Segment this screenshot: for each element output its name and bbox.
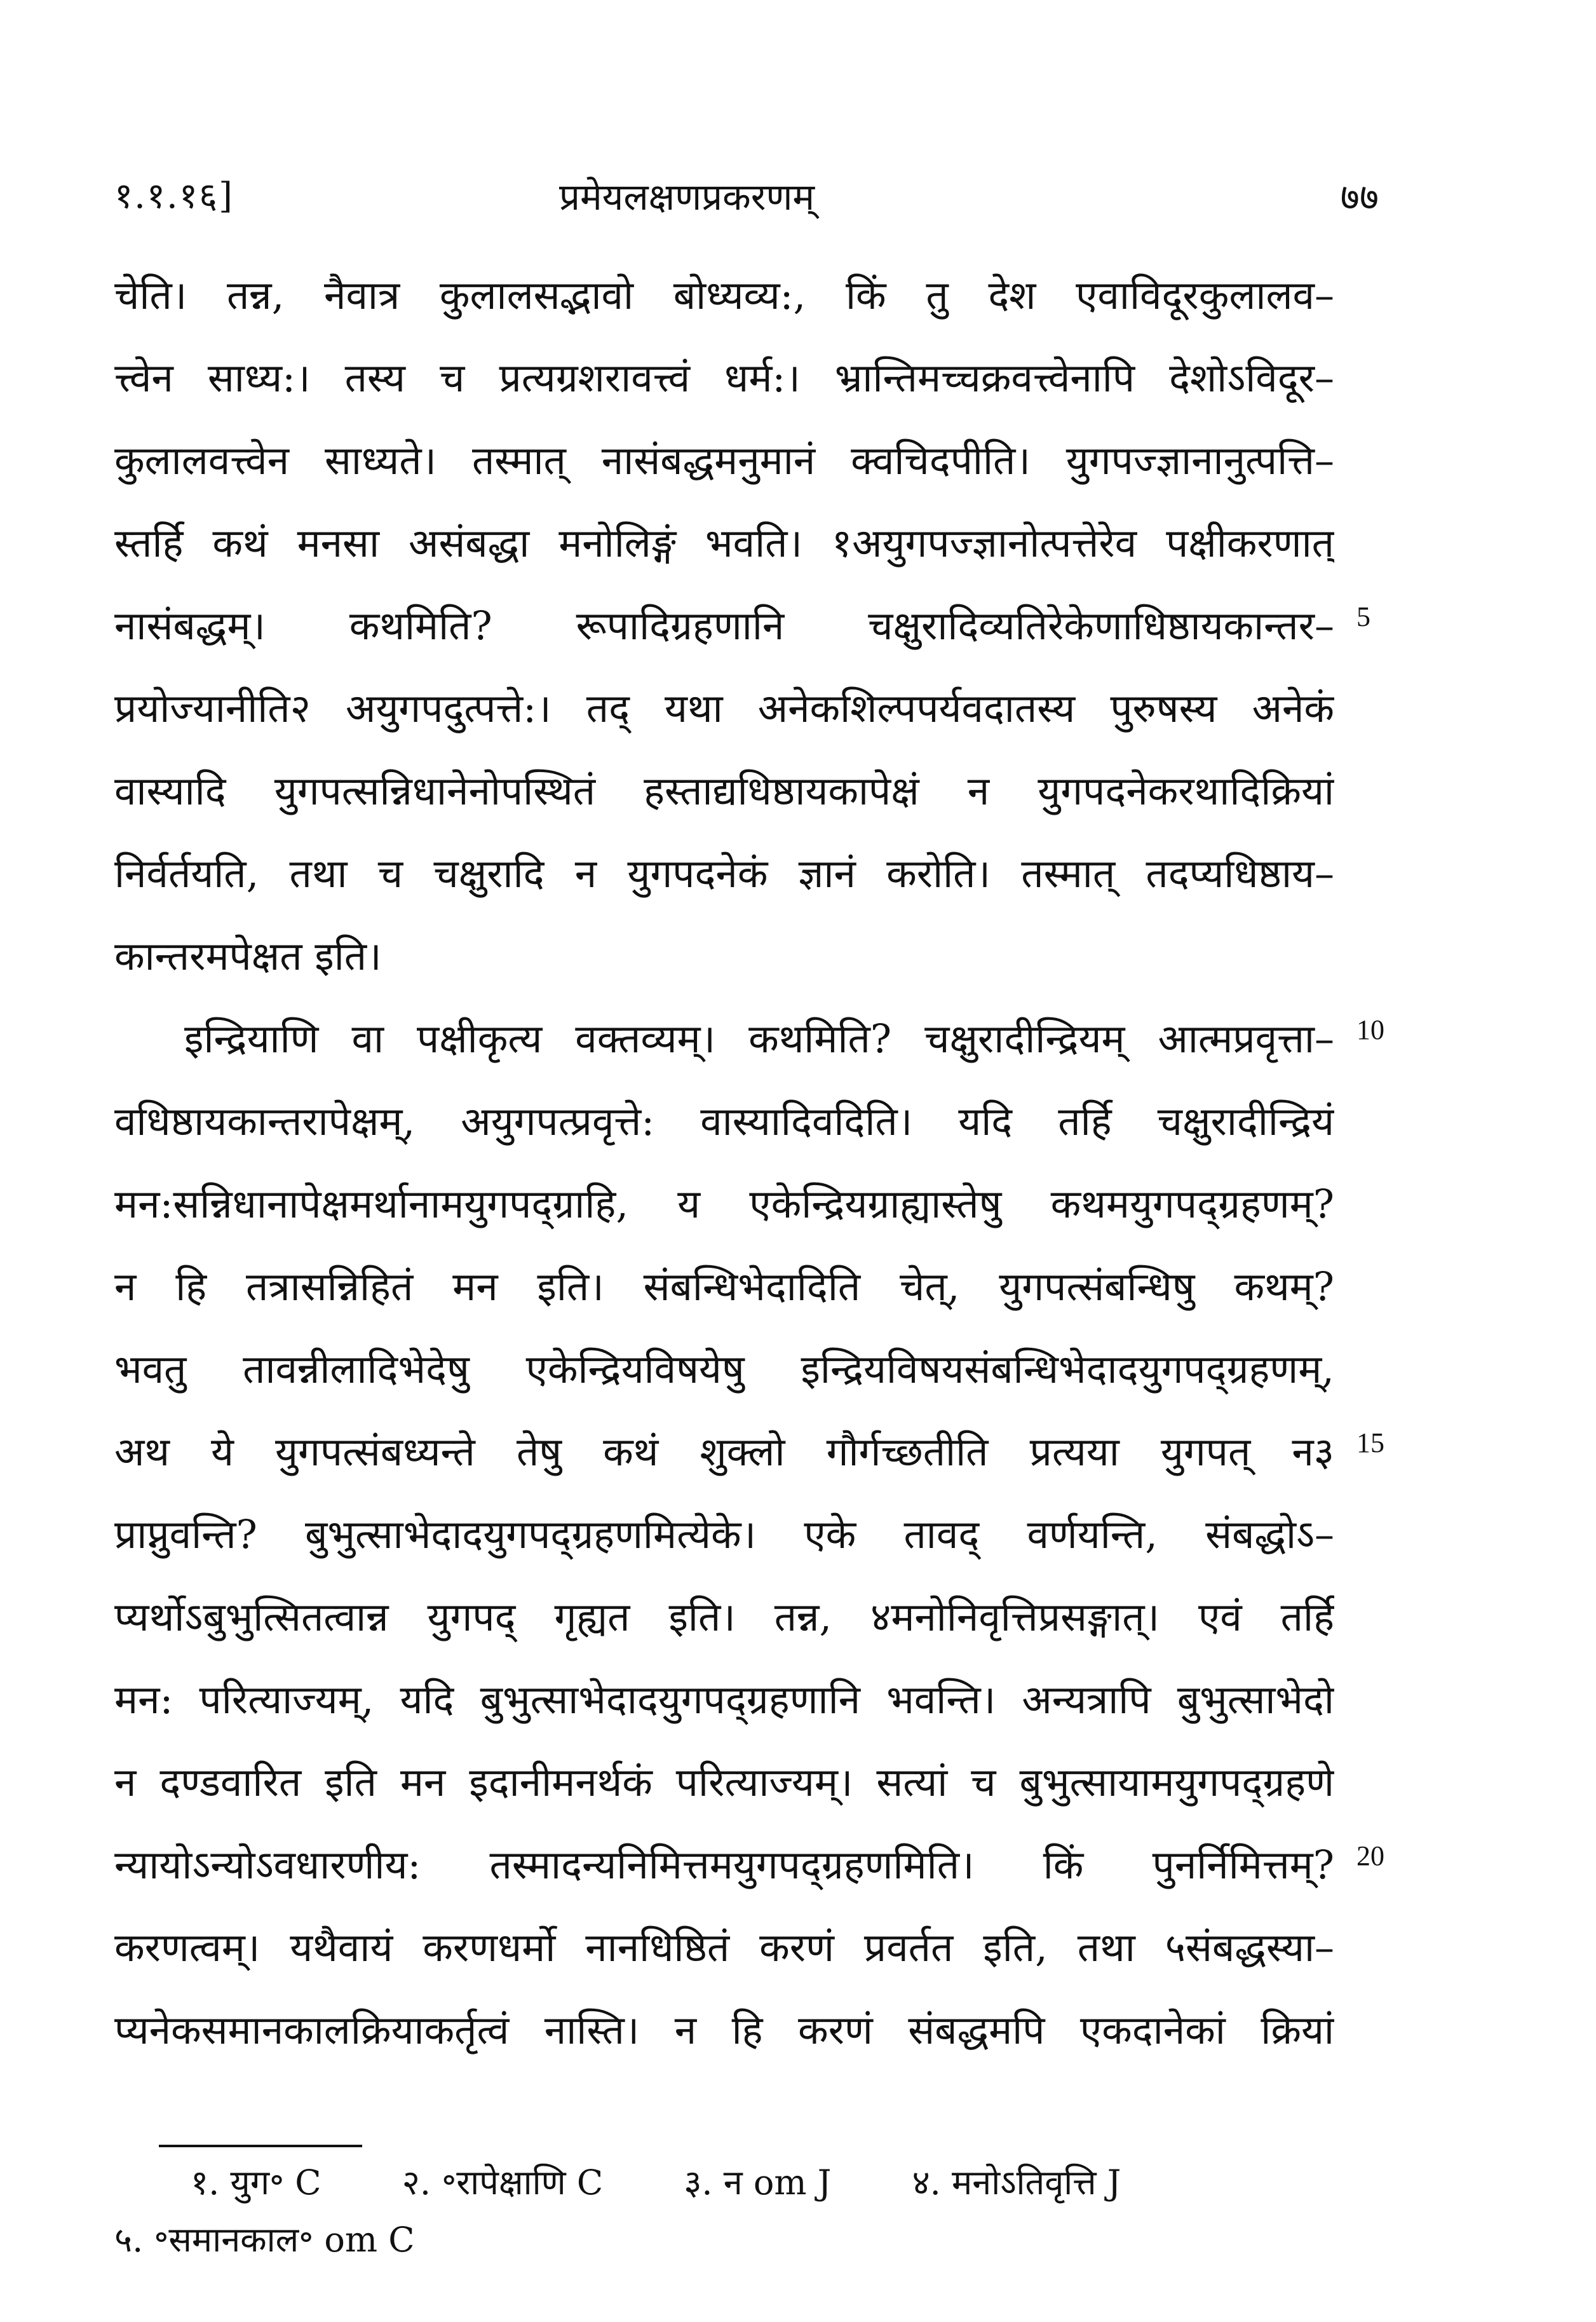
text-line: इन्द्रियाणि वा पक्षीकृत्य वक्तव्यम्। कथमिति? चक्षुरादीन्द्रियम् आत्मप्रवृत्ता– <box>184 1015 1334 1062</box>
text-line: प्यर्थोऽबुभुत्सितत्वान्न युगपद् गृह्यत इति। तन्न, ४मनोनिवृत्तिप्रसङ्गात्। एवं तर्हि <box>114 1594 1334 1640</box>
text-line: कान्तरमपेक्षत इति। <box>114 933 382 979</box>
line-number: 5 <box>1356 601 1370 632</box>
text-line: प्राप्नुवन्ति? बुभुत्साभेदादयुगपद्ग्रहणमित्येके। एके तावद् वर्णयन्ति, संबद्धोऽ– <box>114 1511 1334 1558</box>
footnote: ३. न om J <box>684 2162 832 2203</box>
text-line: प्रयोज्यानीति२ अयुगपदुत्पत्ते:। तद् यथा अनेकशिल्पपर्यवदातस्य पुरुषस्य अनेकं <box>114 685 1334 731</box>
footnote-divider <box>159 2145 362 2147</box>
footnote: ४. मनोऽतिवृत्ति J <box>912 2162 1121 2203</box>
section-reference: १.१.१६] <box>114 175 234 217</box>
text-line: वास्यादि युगपत्सन्निधानेनोपस्थितं हस्ताद्यधिष्ठायकापेक्षं न युगपदनेकरथादिक्रियां <box>114 768 1334 814</box>
footnote: १. युग॰ C <box>191 2162 321 2203</box>
text-line: न हि तत्रासन्निहितं मन इति। संबन्धिभेदादिति चेत्, युगपत्संबन्धिषु कथम्? <box>114 1263 1334 1310</box>
line-number: 15 <box>1356 1427 1384 1458</box>
running-header <box>114 170 1385 240</box>
footnotes <box>114 2154 1334 2269</box>
text-line: अथ ये युगपत्संबध्यन्ते तेषु कथं शुक्लो गौर्गच्छतीति प्रत्यया युगपत् न३ <box>114 1429 1334 1475</box>
footnote: २. ॰रापेक्षाणि C <box>402 2162 604 2203</box>
text-line: मन: परित्याज्यम्, यदि बुभुत्साभेदादयुगपद्ग्रहणानि भवन्ति। अन्यत्रापि बुभुत्साभेदो <box>114 1676 1334 1723</box>
page-number: ७७ <box>1340 175 1379 219</box>
text-line: नासंबद्धम्। कथमिति? रूपादिग्रहणानि चक्षुरादिव्यतिरेकेणाधिष्ठायकान्तर– <box>114 602 1334 649</box>
text-line: मन:सन्निधानापेक्षमर्थानामयुगपद्ग्राहि, य एकेन्द्रियग्राह्यास्तेषु कथमयुगपद्ग्रहणम्? <box>114 1181 1334 1227</box>
text-line: त्त्वेन साध्य:। तस्य च प्रत्यग्रशरावत्त्वं धर्म:। भ्रान्तिमच्चक्रवत्त्वेनापि देशोऽविदूर– <box>114 355 1334 401</box>
line-number: 10 <box>1356 1014 1384 1045</box>
footnote-row <box>114 2211 1334 2269</box>
text-line: प्यनेकसमानकालक्रियाकर्तृत्वं नास्ति। न हि करणं संबद्धमपि एकदानेकां क्रियां <box>114 2007 1334 2053</box>
text-line: निर्वर्तयति, तथा च चक्षुरादि न युगपदनेकं ज्ञानं करोति। तस्मात् तदप्यधिष्ठाय– <box>114 850 1334 897</box>
line-number: 20 <box>1356 1840 1384 1871</box>
running-title: प्रमेयलक्षणप्रकरणम् <box>559 175 815 219</box>
body-text <box>114 254 1334 2072</box>
text-line: न दण्डवारित इति मन इदानीमनर्थकं परित्याज्यम्। सत्यां च बुभुत्सायामयुगपद्ग्रहणे <box>114 1759 1334 1805</box>
footnote: ५. ॰समानकाल॰ om C <box>114 2220 415 2260</box>
footnote-row <box>191 2154 1334 2211</box>
text-line: भवतु तावन्नीलादिभेदेषु एकेन्द्रियविषयेषु इन्द्रियविषयसंबन्धिभेदादयुगपद्ग्रहणम्, <box>114 1346 1334 1392</box>
text-line: करणत्वम्। यथैवायं करणधर्मो नानधिष्ठितं करणं प्रवर्तत इति, तथा ५संबद्धस्या– <box>114 1924 1334 1971</box>
text-line: स्तर्हि कथं मनसा असंबद्धा मनोलिङ्गं भवति। १अयुगपज्ज्ञानोत्पत्तेरेव पक्षीकरणात् <box>114 520 1334 566</box>
text-line: चेति। तन्न, नैवात्र कुलालसद्भावो बोध्यव्य:, किं तु देश एवाविदूरकुलालव– <box>114 272 1334 318</box>
text-line: न्यायोऽन्योऽवधारणीय: तस्मादन्यनिमित्तमयुगपद्ग्रहणमिति। किं पुनर्निमित्तम्? <box>114 1842 1334 1888</box>
text-line: वधिष्ठायकान्तरापेक्षम्, अयुगपत्प्रवृत्ते: वास्यादिवदिति। यदि तर्हि चक्षुरादीन्द्रियं <box>114 1098 1334 1144</box>
text-line: कुलालवत्त्वेन साध्यते। तस्मात् नासंबद्धमनुमानं क्वचिदपीति। युगपज्ज्ञानानुत्पत्ति– <box>114 437 1334 484</box>
